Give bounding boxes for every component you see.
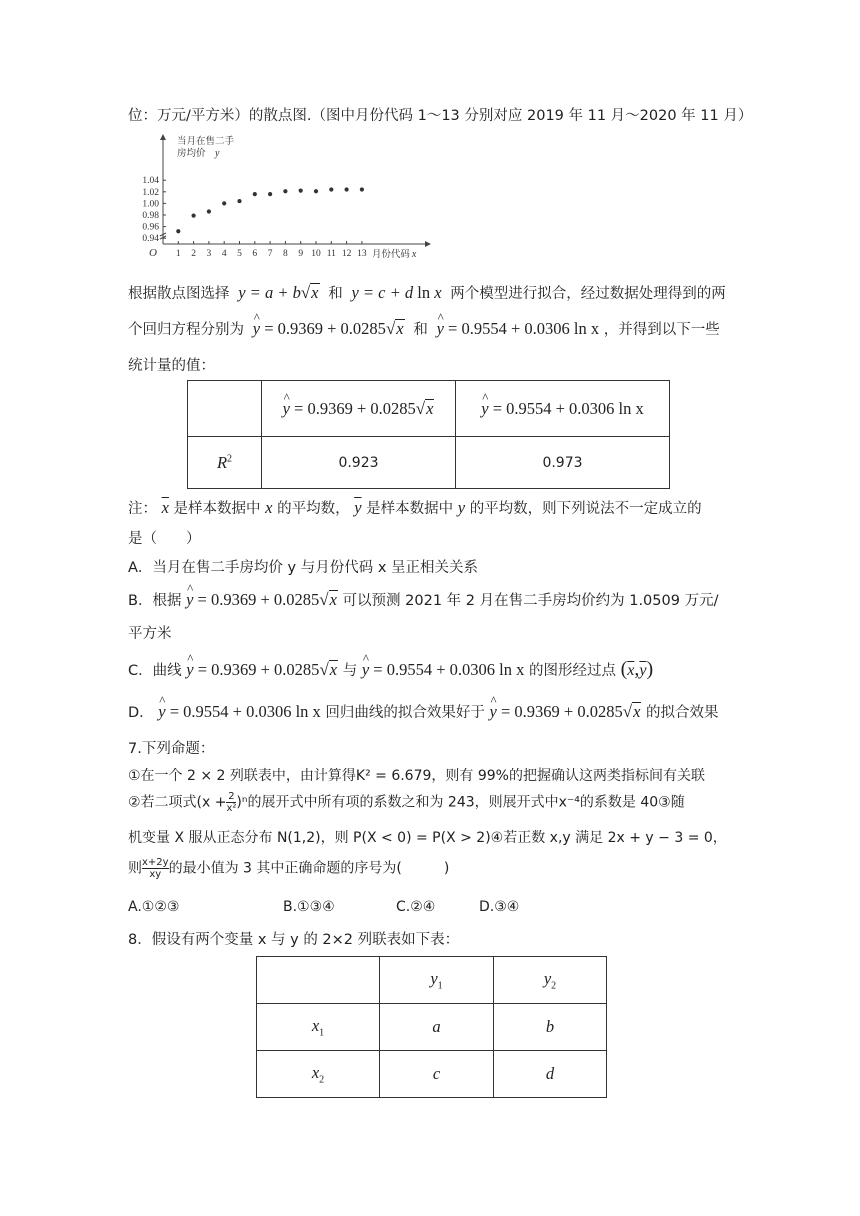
q7-line2: ②若二项式(x + $\frac{2}{\text{x²}}$ )ⁿ的展开式中所有项的系数之和为 243，则展开式中x⁻⁴的系数是 40③随 xyxy=(128,791,685,814)
x-tick-label: 9 xyxy=(298,249,304,259)
note-line2: 是（ ） xyxy=(128,531,201,547)
ct-cell-b: b xyxy=(494,1004,607,1051)
q7-line4: 则 $\frac{x+2y}{xy}$ 的最小值为 3 其中正确命题的序号为( ) xyxy=(128,857,450,880)
y-tick-label: 1.02 xyxy=(142,187,159,198)
x-tick-label: 8 xyxy=(283,249,288,259)
model1-formula: y = a + b√x xyxy=(234,283,319,302)
para1-text-c: 两个模型进行拟合，经过数据处理得到的两 xyxy=(450,286,726,302)
para1-text-b: 和 xyxy=(328,286,343,302)
para1-text-f: ，并得到以下一些 xyxy=(603,322,720,338)
scatter-plot xyxy=(125,132,445,270)
data-point xyxy=(345,187,349,191)
para1-line1 xyxy=(128,282,726,303)
data-point xyxy=(283,189,287,193)
eq2-formula: ^ y = 0.9554 + 0.0306 ln x xyxy=(432,319,599,338)
q7-title: 7.下列命题： xyxy=(128,741,215,757)
stat-table-value-1: 0.923 xyxy=(262,437,456,489)
data-point xyxy=(237,199,241,203)
ct-cell-a: a xyxy=(380,1004,494,1051)
y-tick-label: 0.96 xyxy=(142,222,159,233)
q7-option-a: A.①②③ xyxy=(128,899,180,915)
x-tick-label: 11 xyxy=(326,249,336,259)
data-point xyxy=(268,192,272,196)
x-axis-label-var: x xyxy=(411,249,417,260)
x-tick-label: 12 xyxy=(341,249,352,259)
stat-table-row-label: $R^2$ xyxy=(188,437,262,489)
data-point xyxy=(176,229,180,233)
x-tick-label: 4 xyxy=(221,249,227,259)
para1-text-e: 和 xyxy=(413,322,428,338)
ct-cell-d: d xyxy=(494,1051,607,1098)
q7-line1: ①在一个 2 × 2 列联表中，由计算得K² = 6.679，则有 99%的把握确认这两类指标间有关联 xyxy=(128,768,705,784)
ct-row-x2: $x_2$ xyxy=(257,1051,380,1098)
x-tick-label: 13 xyxy=(357,249,367,259)
para1-line3: 统计量的值： xyxy=(128,358,215,374)
stat-table-corner xyxy=(188,381,262,437)
option-c: C．曲线 ^ y = 0.9369 + 0.0285√x 与 ^ y = 0.9554 + 0.0306 ln x 的图形经过点 $(\overline{x},\overline{y})$ xyxy=(128,658,653,681)
data-point xyxy=(207,209,211,213)
ct-row-x1: $x_1$ xyxy=(257,1004,380,1051)
y-axis-label-line1: 当月在售二手 xyxy=(177,136,235,147)
q7-line3: 机变量 X 服从正态分布 N(1,2)，则 P(X < 0) = P(X > 2)④若正数 x,y 满足 2x + y − 3 = 0， xyxy=(128,830,727,846)
y-axis-arrow xyxy=(160,134,166,140)
x-tick-label: 6 xyxy=(252,249,258,259)
y-axis-label-line2: 房均价 xyxy=(177,148,206,159)
x-tick-label: 3 xyxy=(206,249,212,259)
origin-label: O xyxy=(149,247,157,259)
ct-header-y2: $y_2$ xyxy=(494,957,607,1004)
x-axis-label: 月份代码 xyxy=(371,249,410,260)
data-point xyxy=(222,201,226,205)
data-point xyxy=(253,192,257,196)
data-point xyxy=(360,187,364,191)
data-point xyxy=(299,189,303,193)
option-b-line2: 平方米 xyxy=(128,626,172,642)
option-d: D． ^ y = 0.9554 + 0.0306 ln x 回归曲线的拟合效果好于 ^ y = 0.9369 + 0.0285√x 的拟合效果 xyxy=(128,701,719,722)
option-a: A．当月在售二手房均价 y 与月份代码 x 呈正相关关系 xyxy=(128,560,479,576)
q7-option-b: B.①③④ xyxy=(283,899,335,915)
ct-corner xyxy=(257,957,380,1004)
eq1-formula: ^ y = 0.9369 + 0.0285√x xyxy=(249,319,409,338)
x-tick-label: 5 xyxy=(237,249,242,259)
x-axis-arrow xyxy=(425,241,431,247)
para1-line2 xyxy=(128,318,720,339)
x-tick-label: 1 xyxy=(175,249,181,259)
y-tick-label: 1.00 xyxy=(142,199,159,210)
y-tick-label: 0.94 xyxy=(142,234,159,245)
y-tick-label: 0.98 xyxy=(142,211,159,221)
para1-text-a: 根据散点图选择 xyxy=(128,286,230,302)
data-point xyxy=(329,187,333,191)
ct-header-y1: $y_1$ xyxy=(380,957,494,1004)
x-tick-label: 7 xyxy=(267,249,273,259)
stat-table-header-eq1: ^ y = 0.9369 + 0.0285√x xyxy=(262,381,456,437)
intro-line: 位：万元/平方米）的散点图.（图中月份代码 1～13 分别对应 2019 年 11 月～2020 年 11 月） xyxy=(128,108,753,124)
q7-option-d: D.③④ xyxy=(479,899,520,915)
data-point xyxy=(314,189,318,193)
q7-option-c: C.②④ xyxy=(396,899,436,915)
model2-formula: y = c + d ln x xyxy=(347,283,446,302)
contingency-table xyxy=(256,956,607,1098)
option-b: B．根据 ^ y = 0.9369 + 0.0285√x 可以预测 2021 年 2 月在售二手房均价约为 1.0509 万元/ xyxy=(128,589,718,610)
stat-table xyxy=(187,380,670,489)
ct-cell-c: c xyxy=(380,1051,494,1098)
para1-text-d: 个回归方程分别为 xyxy=(128,322,244,338)
stat-table-value-2: 0.973 xyxy=(456,437,670,489)
y-axis-label-var: y xyxy=(215,148,220,159)
stat-table-header-eq2: ^ y = 0.9554 + 0.0306 ln x xyxy=(456,381,670,437)
data-point xyxy=(192,213,196,217)
q8-title: 8．假设有两个变量 x 与 y 的 2×2 列联表如下表： xyxy=(128,932,460,948)
y-tick-label: 1.04 xyxy=(142,176,159,187)
x-tick-label: 2 xyxy=(191,249,196,259)
x-tick-label: 10 xyxy=(311,249,321,259)
note-line1: 注： $\overline{x}$ 是样本数据中 x 的平均数， $\overline{y}$ 是样本数据中 y 的平均数，则下列说法不一定成立的 xyxy=(128,498,702,517)
